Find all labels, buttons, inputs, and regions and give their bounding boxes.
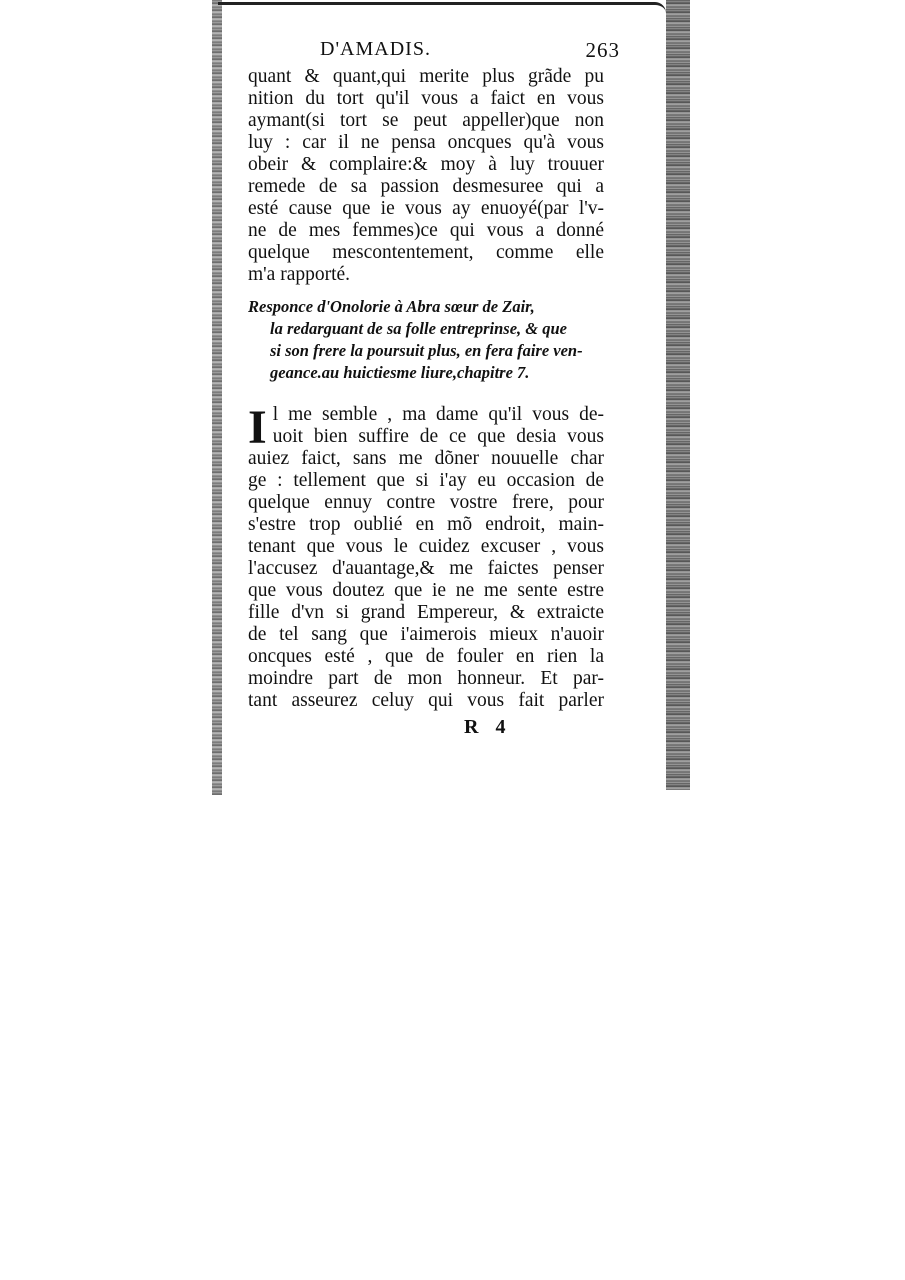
text-line: ne de mes femmes)ce qui vous a donné <box>248 220 604 241</box>
top-paragraph <box>248 66 604 286</box>
text-line: auiez faict, sans me dõner nouuelle char <box>248 448 604 469</box>
text-line: fille d'vn si grand Empereur, & extraicte <box>248 602 604 623</box>
text-line: nition du tort qu'il vous a faict en vous <box>248 88 604 109</box>
signature-mark: R 4 <box>464 716 512 738</box>
chapter-heading <box>248 296 604 384</box>
text-line: oncques esté , que de fouler en rien la <box>248 646 604 667</box>
heading-line: Responce d'Onolorie à Abra sœur de Zair, <box>248 297 535 316</box>
text-line: esté cause que ie vous ay enuoyé(par l'v- <box>248 198 604 219</box>
text-line: l'accusez d'auantage,& me faictes penser <box>248 558 604 579</box>
heading-line: la redarguant de sa folle entreprinse, & que <box>270 319 568 338</box>
heading-line: si son frere la poursuit plus, en fera faire ven- <box>270 341 583 360</box>
text-line: l me semble , ma dame qu'il vous de- <box>272 404 604 425</box>
page-number: 263 <box>585 38 620 62</box>
text-line: aymant(si tort se peut appeller)que non <box>248 110 604 131</box>
text-line: de tel sang que i'aimerois mieux n'auoir <box>248 624 604 645</box>
text-line: ge : tellement que si i'ay eu occasion de <box>248 470 604 491</box>
running-title: D'AMADIS. <box>320 38 431 60</box>
text-line: que vous doutez que ie ne me sente estre <box>248 580 604 601</box>
text-line: quelque ennuy contre vostre frere, pour <box>248 492 604 513</box>
text-line: tenant que vous le cuidez excuser , vous <box>248 536 604 557</box>
text-line: remede de sa passion desmesuree qui a <box>248 176 604 197</box>
running-head <box>248 30 620 66</box>
text-line: uoit bien suffire de ce que desia vous <box>272 426 604 447</box>
page-edge-left <box>212 0 222 795</box>
text-line: s'estre trop oublié en mõ endroit, main- <box>248 514 604 535</box>
heading-line: geance.au huictiesme liure,chapitre 7. <box>270 363 530 382</box>
chapter-body <box>248 401 604 712</box>
page-edge-top <box>218 2 666 13</box>
text-line: m'a rapporté. <box>248 264 351 285</box>
text-line: tant asseurez celuy qui vous fait parler <box>248 690 604 711</box>
text-line: quant & quant,qui merite plus grãde pu <box>248 66 604 87</box>
page-edge-right <box>666 0 690 790</box>
text-line: obeir & complaire:& moy à luy trouuer <box>248 154 604 175</box>
text-line: quelque mescontentement, comme elle <box>248 242 604 263</box>
text-line: luy : car il ne pensa oncques qu'à vous <box>248 132 604 153</box>
scanned-book-page <box>212 0 690 800</box>
drop-cap: I <box>248 401 267 454</box>
page-text-block <box>248 30 620 739</box>
text-line: moindre part de mon honneur. Et par- <box>248 668 604 689</box>
